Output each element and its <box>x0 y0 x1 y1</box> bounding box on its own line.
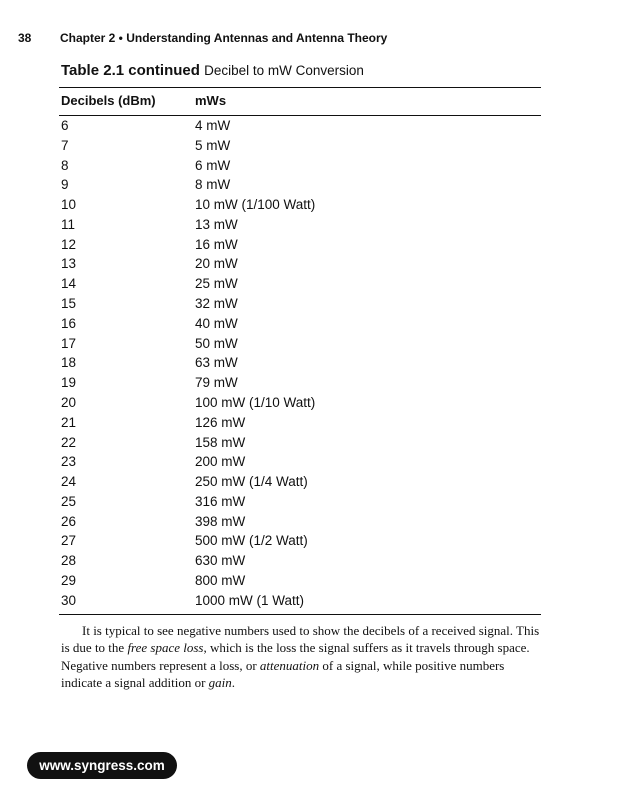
text-run: . <box>231 675 236 691</box>
table-row <box>61 235 541 255</box>
table-row <box>61 215 541 235</box>
cell-mws: 126 mW <box>195 414 246 430</box>
cell-mws: 316 mW <box>195 493 246 509</box>
table-row <box>61 136 541 156</box>
table-row <box>61 294 541 314</box>
cell-decibels: 17 <box>61 335 77 351</box>
column-header-mws: mWs <box>195 93 227 108</box>
running-title: Chapter 2 • Understanding Antennas and Antenna Theory <box>60 31 388 45</box>
cell-mws: 6 mW <box>195 157 231 173</box>
cell-mws: 50 mW <box>195 335 238 351</box>
cell-mws: 4 mW <box>195 118 231 133</box>
table-row <box>61 254 541 274</box>
cell-mws: 800 mW <box>195 572 246 588</box>
table-bottom-rule <box>59 614 541 615</box>
table-row <box>61 156 541 176</box>
cell-decibels: 8 <box>61 157 69 173</box>
cell-decibels: 7 <box>61 137 69 153</box>
cell-mws: 250 mW (1/4 Watt) <box>195 474 308 490</box>
table-title: Decibel to mW Conversion <box>204 63 364 78</box>
cell-decibels: 23 <box>61 454 77 470</box>
cell-mws: 16 mW <box>195 236 238 252</box>
cell-mws: 10 mW (1/100 Watt) <box>195 197 316 213</box>
cell-decibels: 26 <box>61 513 77 529</box>
cell-decibels: 18 <box>61 355 77 371</box>
table-row <box>61 551 541 571</box>
table-row <box>61 175 541 195</box>
table-row <box>61 433 541 453</box>
table-row <box>61 353 541 373</box>
cell-mws: 500 mW (1/2 Watt) <box>195 533 308 549</box>
cell-mws: 13 mW <box>195 216 238 232</box>
cell-mws: 100 mW (1/10 Watt) <box>195 394 316 410</box>
cell-decibels: 25 <box>61 493 77 509</box>
running-header <box>18 31 387 45</box>
body-paragraph <box>61 622 543 692</box>
body-paragraph-block <box>61 622 543 692</box>
text-run: of a signal, while positive numbers indicate a signal addition or <box>61 657 505 691</box>
cell-decibels: 29 <box>61 572 77 588</box>
cell-decibels: 6 <box>61 118 69 133</box>
cell-mws: 398 mW <box>195 513 246 529</box>
table-row <box>61 512 541 532</box>
cell-decibels: 22 <box>61 434 77 450</box>
cell-mws: 630 mW <box>195 553 246 569</box>
table-top-rule <box>59 87 541 88</box>
text-run: , which is the loss the signal suffers as it travels through space. Negative numbers represent a loss, or <box>61 640 530 673</box>
cell-mws: 8 mW <box>195 177 231 193</box>
table-row <box>61 274 541 294</box>
cell-decibels: 28 <box>61 553 77 569</box>
cell-decibels: 27 <box>61 533 77 549</box>
italic-term: attenuation <box>259 657 320 673</box>
table-row <box>61 334 541 354</box>
cell-mws: 32 mW <box>195 296 238 312</box>
cell-mws: 20 mW <box>195 256 238 272</box>
cell-decibels: 15 <box>61 296 77 312</box>
cell-mws: 25 mW <box>195 276 238 292</box>
cell-mws: 5 mW <box>195 137 231 153</box>
cell-mws: 40 mW <box>195 315 238 331</box>
table-row <box>61 116 541 136</box>
cell-decibels: 13 <box>61 256 77 272</box>
cell-mws: 63 mW <box>195 355 238 371</box>
table-row <box>61 393 541 413</box>
italic-term: gain <box>208 675 232 691</box>
table-row <box>61 314 541 334</box>
table-row <box>61 492 541 512</box>
italic-term: free space loss <box>127 640 204 656</box>
cell-decibels: 19 <box>61 375 77 391</box>
cell-decibels: 16 <box>61 315 77 331</box>
table-body <box>61 116 541 611</box>
cell-decibels: 24 <box>61 474 77 490</box>
text-run: It is typical to see negative numbers used to show the decibels of a received signal. This is due to the <box>61 623 540 656</box>
table-row <box>61 571 541 591</box>
table-row <box>61 413 541 433</box>
cell-mws: 158 mW <box>195 434 246 450</box>
cell-decibels: 12 <box>61 236 77 252</box>
cell-decibels: 11 <box>61 216 76 232</box>
table-caption <box>61 62 364 79</box>
cell-mws: 79 mW <box>195 375 238 391</box>
cell-mws: 1000 mW (1 Watt) <box>195 592 305 608</box>
cell-decibels: 10 <box>61 197 77 213</box>
page-number: 38 <box>18 31 32 45</box>
cell-decibels: 20 <box>61 394 77 410</box>
table-row <box>61 531 541 551</box>
cell-decibels: 14 <box>61 276 77 292</box>
table-label: Table 2.1 continued <box>61 62 200 79</box>
table-row <box>61 472 541 492</box>
cell-decibels: 21 <box>61 414 77 430</box>
cell-decibels: 30 <box>61 592 77 608</box>
table-row <box>61 373 541 393</box>
cell-mws: 200 mW <box>195 454 246 470</box>
table-row <box>61 591 541 611</box>
website-badge: www.syngress.com <box>27 752 177 779</box>
table-row <box>61 452 541 472</box>
cell-decibels: 9 <box>61 177 69 193</box>
table-row <box>61 195 541 215</box>
column-header-decibels: Decibels (dBm) <box>61 93 156 108</box>
